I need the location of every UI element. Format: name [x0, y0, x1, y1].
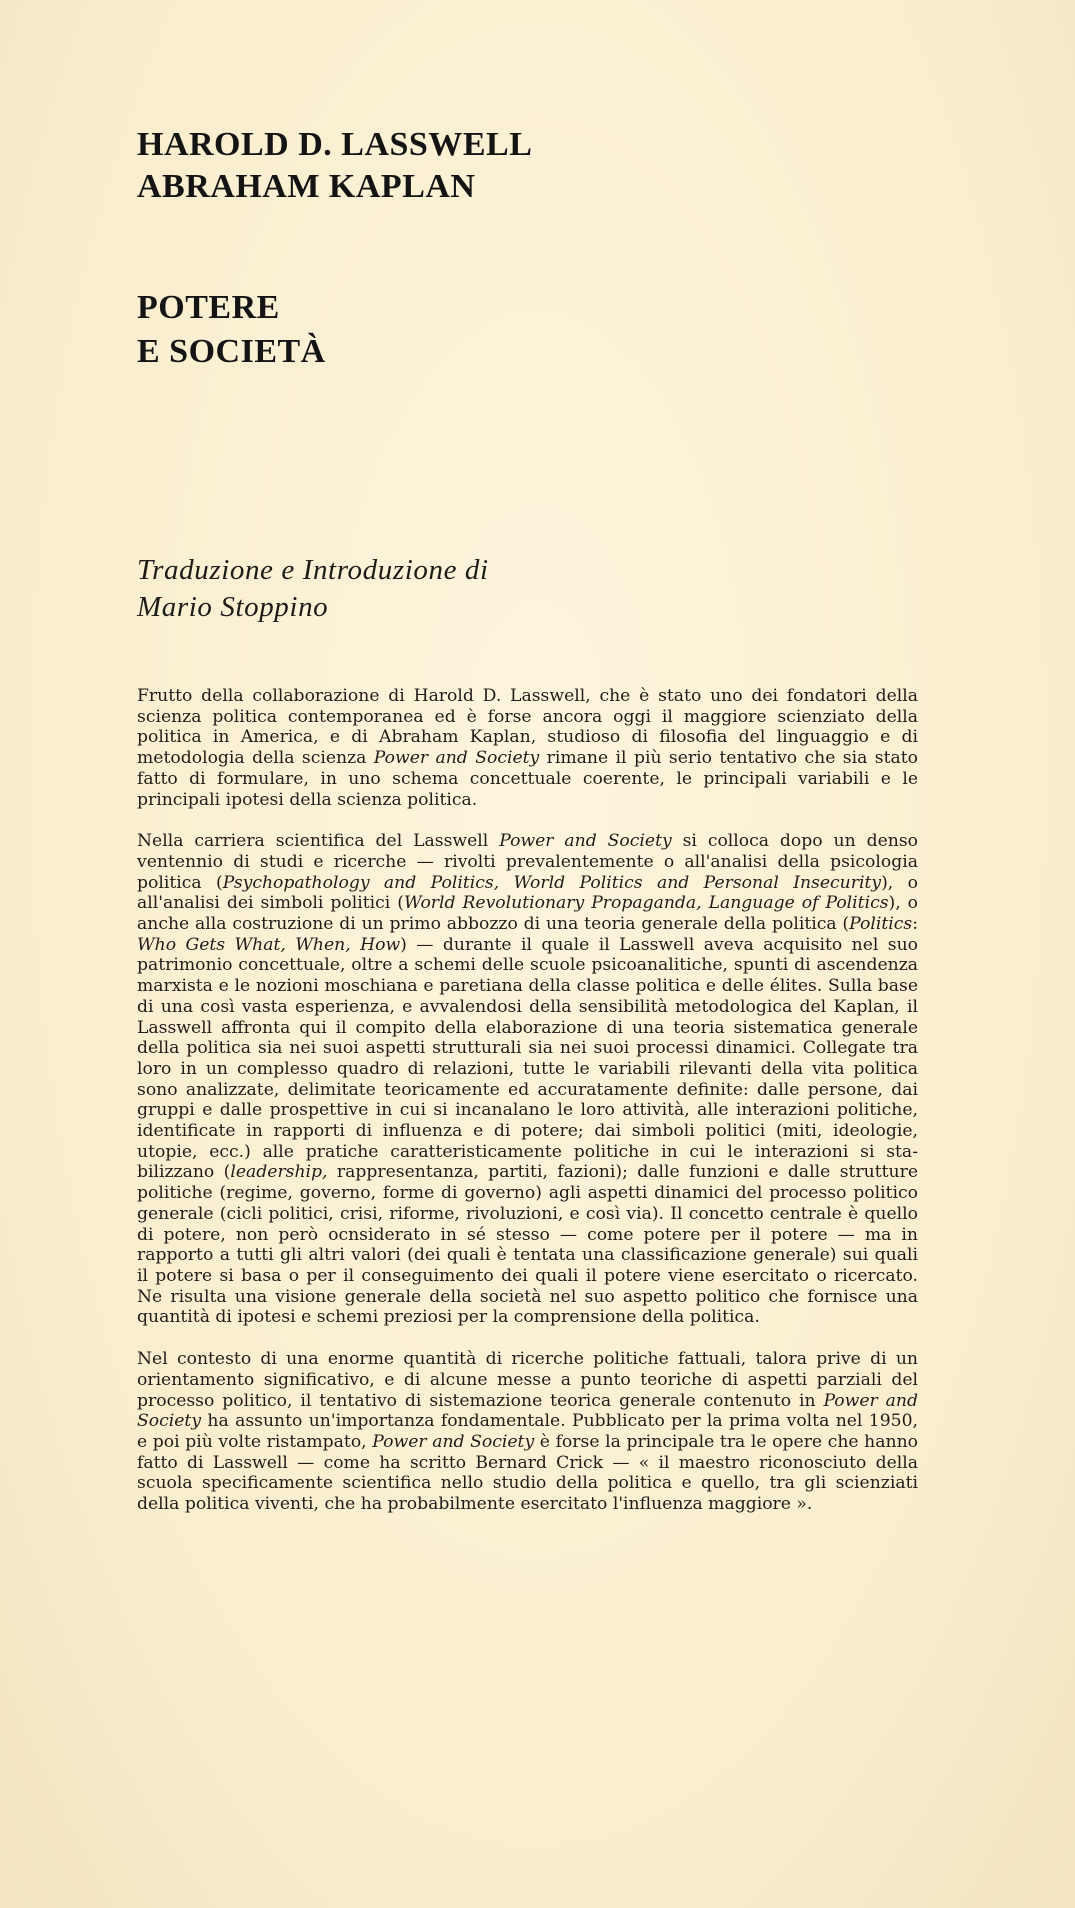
description-paragraph	[137, 686, 918, 810]
translator-line: Traduzione e Introduzione di	[137, 554, 489, 586]
italic-title-text: Power and Society	[373, 748, 540, 769]
italic-title-text: Politics	[849, 914, 913, 935]
paragraph-text: Frutto della collaborazione di Harold D. Lasswell, che è stato uno dei fondatori della scienza politica contemporanea ed è forse ancora oggi il maggiore scienziato della politica in America, e di Abraham Kaplan, studioso di filosofia del linguaggio e di metodologia della scienza	[137, 686, 918, 769]
paragraph-text: ) — durante il quale il Lasswell aveva acquisito nel suo patrimonio concettuale, oltre a schemi delle scuole psicoanalitiche, spunti di ascendenza marxista e le nozioni moschiana e paretiana della classe politica e delle élites. Sulla base di una così vasta esperienza, e avvalendosi della sensibilità metodologica del Kaplan, il Lasswell affronta qui il compito della elaborazione di una teoria sistematica generale della politica sia nei suoi aspetti strutturali sia nei suoi processi dinamici. Collegate tra loro in un complesso quadro di relazioni, tutte le variabili rilevanti della vita politica sono analizzate, delimitate teoricamente ed accuratamente definite: dalle persone, dai gruppi e dalle prospettive in cui si incanalano le loro attività, alle interazioni politiche, identificate in rapporti di influenza e di potere; dai simboli politici (miti, ideologie, utopie, ecc.) alle pratiche caratteristicamente politiche in cui le interazioni si stabilizzano (	[137, 934, 918, 1183]
paragraph-text: ), o all'analisi dei simboli politici (	[137, 872, 918, 914]
italic-title-text: World Revolutionary Propaganda, Language of Politics	[403, 893, 889, 914]
description-paragraph	[137, 1349, 918, 1515]
italic-title-text: Power and Society	[137, 1390, 918, 1432]
paragraph-text: ha assunto un'importanza fondamentale. Pubblicato per la prima volta nel 1950, e poi più volte ristampato,	[137, 1411, 918, 1452]
description-paragraph	[137, 831, 918, 1328]
paragraph-text: Nel contesto di una enorme quantità di ricerche politiche fattuali, talora prive di un orientamento significativo, e di alcune messe a punto teoriche di aspetti parziali del processo politico, il tentativo di sistemazione teorica generale contenuto in	[137, 1349, 918, 1411]
paragraph-text: rappresentanza, partiti, fazioni); dalle funzioni e dalle strutture politiche (regime, governo, forme di governo) agli aspetti dinamici del processo politico generale (cicli politici, crisi, riforme, rivoluzioni, e così via). Il concetto centrale è quello di potere, non però ocnsiderato in sé stesso — come potere per il potere — ma in rapporto a tutti gli altri valori (dei quali è tentata una classificazione generale) sui quali il potere si basa o per il conseguimento dei quali il potere viene esercitato o ricercato. Ne risulta una visione generale della società nel suo aspetto politico che fornisce una quantità di ipotesi e schemi preziosi per la comprensione della politica.	[137, 1162, 918, 1328]
description-text	[137, 686, 918, 1536]
italic-title-text: Power and Society	[372, 1431, 535, 1452]
translator-credit	[137, 552, 489, 626]
paragraph-text: è forse la principale tra le opere che hanno fatto di Lasswell — come ha scritto Bernard Crick — « il maestro riconosciuto della scuola specificamente scientifica nello studio della politica e quello, tra gli scienziati della politica viventi, che ha probabilmente esercitato l'influenza maggiore ».	[137, 1431, 918, 1515]
author-name: ABRAHAM KAPLAN	[137, 168, 476, 205]
italic-title-text: Who Gets What, When, How	[137, 934, 401, 955]
italic-title-text: Psychopathology and Politics, World Politics and Personal Insecurity	[222, 872, 882, 893]
paragraph-text: si colloca dopo un denso ventennio di studi e ricerche — rivolti prevalentemente o all'analisi della psicologia politica (	[137, 831, 918, 893]
paragraph-text: Nella carriera scientifica del Lasswell	[137, 831, 500, 852]
paragraph-text: rimane il più serio tentativo che sia stato fatto di formulare, in uno schema concettuale coerente, le principali variabili e le principali ipotesi della scienza politica.	[137, 748, 918, 810]
author-name: HAROLD D. LASSWELL	[137, 126, 533, 163]
title-line: E SOCIETÀ	[137, 333, 326, 370]
title-line: POTERE	[137, 289, 280, 326]
italic-title-text: leadership,	[230, 1162, 328, 1183]
italic-title-text: Power and Society	[499, 831, 672, 852]
paragraph-text: :	[912, 914, 918, 935]
authors-block	[137, 124, 532, 208]
translator-name: Mario Stoppino	[137, 591, 329, 623]
book-title	[137, 286, 326, 374]
paragraph-text: ), o anche alla costruzione di un primo abbozzo di una teoria generale della politica (	[137, 893, 919, 935]
